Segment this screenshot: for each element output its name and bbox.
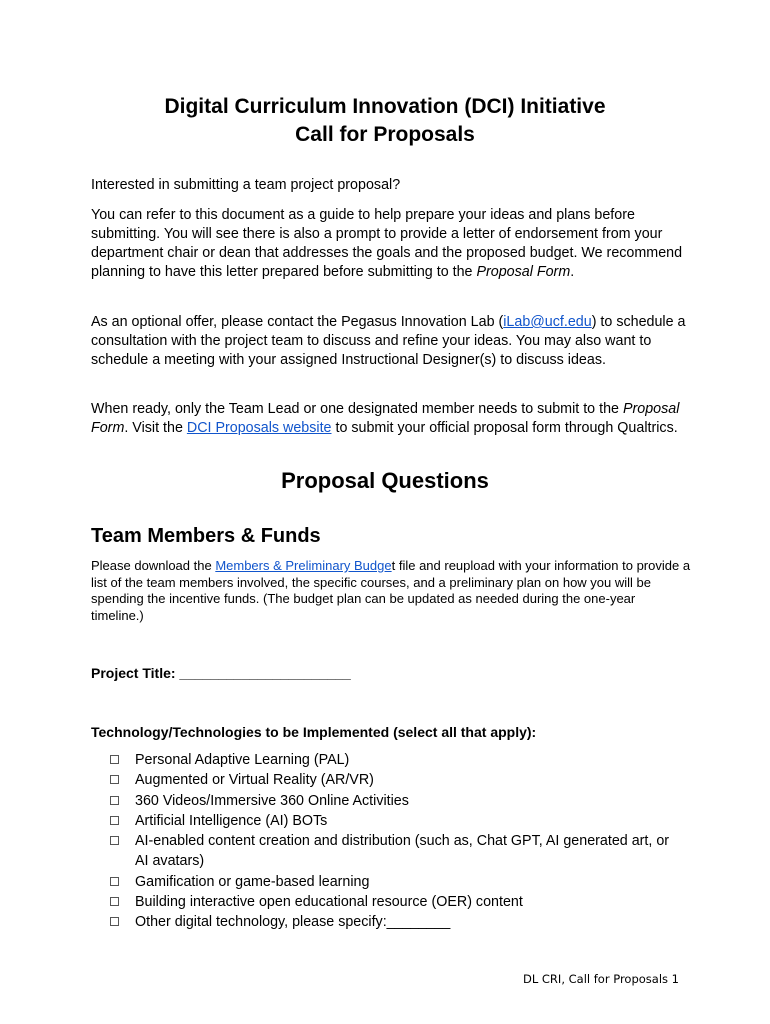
intro-paragraph-guide: You can refer to this document as a guide to help prepare your ideas and plans before submitting. You will see there is also a prompt to provide a letter of endorsement from your department chair or dean that addresses the goals and the proposed budget. We recommend planning to have this letter prepared before submitting to the Proposal Form. (91, 207, 683, 280)
technology-checklist (108, 750, 678, 933)
tech-option-pal[interactable]: Personal Adaptive Learning (PAL) (108, 750, 678, 770)
checkbox-icon[interactable] (110, 755, 119, 764)
checkbox-icon[interactable] (110, 796, 119, 805)
checkbox-icon[interactable] (110, 917, 119, 926)
checkbox-icon[interactable] (110, 836, 119, 845)
page-footer: DL CRI, Call for Proposals 1 (522, 972, 679, 986)
tech-option-oer[interactable]: Building interactive open educational resource (OER) content (108, 892, 678, 912)
checkbox-icon[interactable] (110, 897, 119, 906)
document-title: Digital Curriculum Innovation (DCI) Initiative (164, 95, 606, 118)
checkbox-icon[interactable] (110, 775, 119, 784)
ilab-email-link[interactable]: iLab@ucf.edu (503, 314, 592, 330)
intro-question: Interested in submitting a team project proposal? (91, 177, 401, 193)
tech-option-other[interactable]: Other digital technology, please specify:________ (108, 912, 678, 932)
dci-proposals-website-link[interactable]: DCI Proposals website (186, 420, 332, 436)
checkbox-icon[interactable] (110, 816, 119, 825)
team-members-instructions: Please download the Members & Preliminary Budget file and reupload with your information to provide a list of the team members involved, the specific courses, and a preliminary plan on how you will be spending the incentive funds. (The budget plan can be updated as needed during the one-year timeline.) (91, 558, 691, 623)
tech-option-gamification[interactable]: Gamification or game-based learning (108, 872, 678, 892)
tech-option-ar-vr[interactable]: Augmented or Virtual Reality (AR/VR) (108, 770, 678, 790)
tech-option-360-video[interactable]: 360 Videos/Immersive 360 Online Activities (108, 791, 678, 811)
project-title-field: Project Title: ______________________ (91, 665, 351, 681)
team-members-heading: Team Members & Funds (91, 525, 321, 547)
checkbox-icon[interactable] (110, 877, 119, 886)
technology-heading: Technology/Technologies to be Implemented (select all that apply): (91, 724, 537, 740)
tech-option-ai-bots[interactable]: Artificial Intelligence (AI) BOTs (108, 811, 678, 831)
intro-paragraph-ilab: As an optional offer, please contact the Pegasus Innovation Lab (iLab@ucf.edu) to schedule a consultation with the project team to discuss and refine your ideas. You may also want to schedule a meeting with your assigned Instructional Designer(s) to discuss ideas. (91, 314, 686, 368)
document-subtitle: Call for Proposals (295, 123, 475, 146)
intro-paragraph-submit: When ready, only the Team Lead or one designated member needs to submit to the Proposal Form. Visit the DCI Proposals website to submit your official proposal form through Qualtrics. (91, 401, 680, 436)
tech-option-ai-content[interactable]: AI-enabled content creation and distribution (such as, Chat GPT, AI generated art, or AI avatars) (108, 831, 678, 872)
proposal-form-ref: Proposal Form (476, 264, 571, 280)
proposal-questions-heading: Proposal Questions (281, 468, 489, 493)
members-budget-link[interactable]: Members & Preliminary Budge (215, 558, 392, 573)
intro-paragraph-guide-text: You can refer to this document as a guide to help prepare your ideas and plans before submitting. You will see there is also a prompt to provide a letter of endorsement from your department chair or dean that addresses the goals and the proposed budget. We recommend planning to have this letter prepared before submitting to the (91, 207, 683, 280)
proposal-form-ref-2: Proposal Form (91, 401, 680, 436)
